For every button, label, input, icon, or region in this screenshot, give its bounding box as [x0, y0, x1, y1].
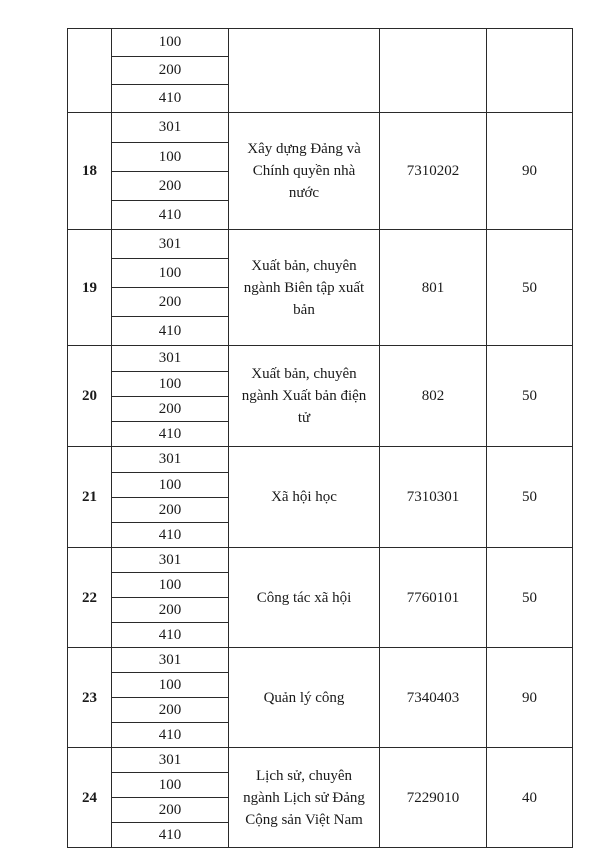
enrollment-quota: 50	[487, 346, 573, 447]
subject-combination-code: 301	[112, 548, 229, 573]
subject-combination-code: 100	[112, 259, 229, 288]
major-name-line: Xây dựng Đảng và	[247, 141, 361, 157]
major-name-line: Cộng sản Việt Nam	[245, 811, 363, 828]
major-code: 7310301	[380, 447, 487, 548]
major-code	[380, 29, 487, 113]
enrollment-quota: 50	[487, 548, 573, 648]
table-row	[68, 447, 573, 473]
major-name	[229, 230, 380, 346]
subject-combination-code: 200	[112, 698, 229, 723]
major-name-line: Chính quyền nhà	[252, 163, 356, 179]
table-row	[68, 113, 573, 143]
admission-table	[67, 28, 573, 848]
subject-combination-code: 410	[112, 523, 229, 548]
row-number: 21	[68, 447, 112, 548]
subject-combination-code: 301	[112, 113, 229, 143]
admission-table-body	[68, 29, 573, 848]
subject-combination-code: 200	[112, 288, 229, 317]
subject-combination-code: 200	[112, 172, 229, 201]
enrollment-quota: 40	[487, 748, 573, 848]
subject-combination-code: 200	[112, 598, 229, 623]
subject-combination-code: 100	[112, 473, 229, 498]
major-name	[229, 648, 380, 748]
subject-combination-code: 100	[112, 573, 229, 598]
major-name	[229, 548, 380, 648]
row-number: 20	[68, 346, 112, 447]
major-name-line: ngành Lịch sử Đảng	[243, 789, 365, 806]
major-code: 7229010	[380, 748, 487, 848]
major-name-line: ngành Biên tập xuất	[243, 279, 365, 296]
table-row	[68, 648, 573, 673]
row-number: 23	[68, 648, 112, 748]
subject-combination-code: 200	[112, 397, 229, 422]
subject-combination-code: 100	[112, 773, 229, 798]
subject-combination-code: 301	[112, 230, 229, 259]
enrollment-quota: 50	[487, 230, 573, 346]
major-name-line: nước	[288, 185, 320, 201]
enrollment-quota: 90	[487, 648, 573, 748]
subject-combination-code: 200	[112, 57, 229, 85]
table-row	[68, 548, 573, 573]
major-name-line: Lịch sử, chuyên	[255, 767, 353, 784]
subject-combination-code: 410	[112, 201, 229, 230]
table-row	[68, 748, 573, 773]
major-code: 802	[380, 346, 487, 447]
table-row	[68, 230, 573, 259]
subject-combination-code: 100	[112, 673, 229, 698]
subject-combination-code: 301	[112, 648, 229, 673]
major-name	[229, 346, 380, 447]
subject-combination-code: 100	[112, 372, 229, 397]
subject-combination-code: 301	[112, 346, 229, 372]
major-name	[229, 748, 380, 848]
major-name-line: Xã hội học	[271, 489, 337, 505]
row-number: 19	[68, 230, 112, 346]
table-row	[68, 346, 573, 372]
major-code: 7340403	[380, 648, 487, 748]
major-name	[229, 447, 380, 548]
subject-combination-code: 410	[112, 723, 229, 748]
row-number: 24	[68, 748, 112, 848]
subject-combination-code: 301	[112, 447, 229, 473]
major-code: 801	[380, 230, 487, 346]
subject-combination-code: 200	[112, 798, 229, 823]
row-number: 18	[68, 113, 112, 230]
subject-combination-code: 410	[112, 623, 229, 648]
subject-combination-code: 410	[112, 422, 229, 447]
subject-combination-code: 301	[112, 748, 229, 773]
subject-combination-code: 200	[112, 498, 229, 523]
major-name-line: ngành Xuất bản điện	[241, 388, 367, 404]
enrollment-quota	[487, 29, 573, 113]
major-name	[229, 29, 380, 113]
subject-combination-code: 410	[112, 317, 229, 346]
row-number: 22	[68, 548, 112, 648]
subject-combination-code: 410	[112, 85, 229, 113]
major-name	[229, 113, 380, 230]
subject-combination-code: 100	[112, 29, 229, 57]
major-name-line: Quản lý công	[263, 689, 345, 706]
major-name-line: bản	[293, 301, 315, 318]
major-code: 7310202	[380, 113, 487, 230]
row-number	[68, 29, 112, 113]
enrollment-quota: 90	[487, 113, 573, 230]
subject-combination-code: 100	[112, 143, 229, 172]
major-name-line: Công tác xã hội	[256, 589, 352, 606]
subject-combination-code: 410	[112, 823, 229, 848]
major-name-line: tử	[297, 410, 311, 426]
table-row	[68, 29, 573, 57]
major-name-line: Xuất bản, chuyên	[251, 366, 357, 382]
enrollment-quota: 50	[487, 447, 573, 548]
major-code: 7760101	[380, 548, 487, 648]
major-name-line: Xuất bản, chuyên	[251, 257, 357, 274]
